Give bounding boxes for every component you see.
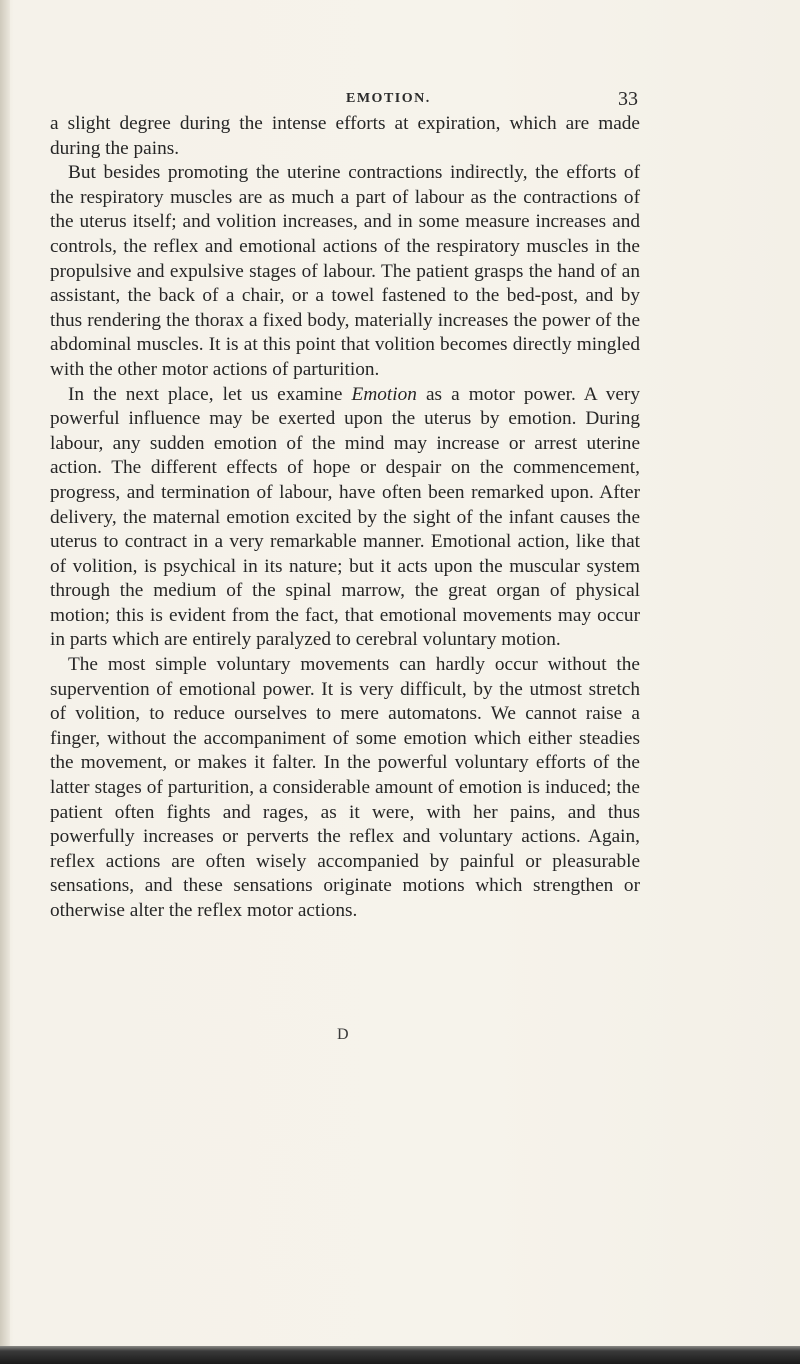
running-head: EMOTION. bbox=[346, 91, 431, 106]
paragraph: a slight degree during the intense efforts at expiration, which are made during the pains. bbox=[50, 113, 640, 159]
signature-mark: D bbox=[337, 1026, 349, 1043]
paragraph-text: In the next place, let us examine bbox=[68, 383, 352, 405]
paragraph bbox=[50, 383, 640, 654]
emphasis-term: Emotion bbox=[351, 383, 417, 405]
paragraph-text: as a motor power. A very powerful influence may be exerted upon the uterus by emotion. During labour, any sudden emotion of the mind may increase or arrest uterine action. The different effects of hope or despair on the commencement, progress, and termination of labour, have often been remarked upon. After delivery, the maternal emotion excited by the sight of the infant causes the uterus to contract in a very remarkable manner. Emotional action, like that of volition, is psychical in its nature; but it acts upon the muscular system through the medium of the spinal marrow, the great organ of physical motion; this is evident from the fact, that emotional movements may occur in parts which are entirely paralyzed to cerebral voluntary motion. bbox=[50, 383, 640, 651]
page-number: 33 bbox=[618, 88, 638, 110]
paragraph: But besides promoting the uterine contractions indirectly, the efforts of the respiratory muscles are as much a part of labour as the contractions of the uterus itself; and volition increases, and in some measure increases and controls, the reflex and emotional actions of the respiratory muscles in the propulsive and expulsive stages of labour. The patient grasps the hand of an assistant, the back of a chair, or a towel fastened to the bed-post, and by thus rendering the thorax a fixed body, materially increases the power of the abdominal muscles. It is at this point that volition becomes directly mingled with the other motor actions of parturition. bbox=[50, 162, 640, 380]
paragraph: The most simple voluntary movements can hardly occur without the supervention of emotional power. It is very difficult, by the utmost stretch of volition, to reduce ourselves to mere automatons. We cannot raise a finger, without the accompaniment of some emotion which either steadies the movement, or makes it falter. In the powerful voluntary efforts of the latter stages of parturition, a considerable amount of emotion is induced; the patient often fights and rages, as it were, with her pains, and thus powerfully increases or perverts the reflex and voluntary actions. Again, reflex actions are often wisely accompanied by painful or pleasurable sensations, and these sensations originate motions which strengthen or otherwise alter the reflex motor actions. bbox=[50, 654, 640, 921]
scan-bottom-edge bbox=[0, 1346, 800, 1364]
page-gutter-shadow bbox=[0, 0, 10, 1364]
body-text bbox=[50, 112, 640, 924]
